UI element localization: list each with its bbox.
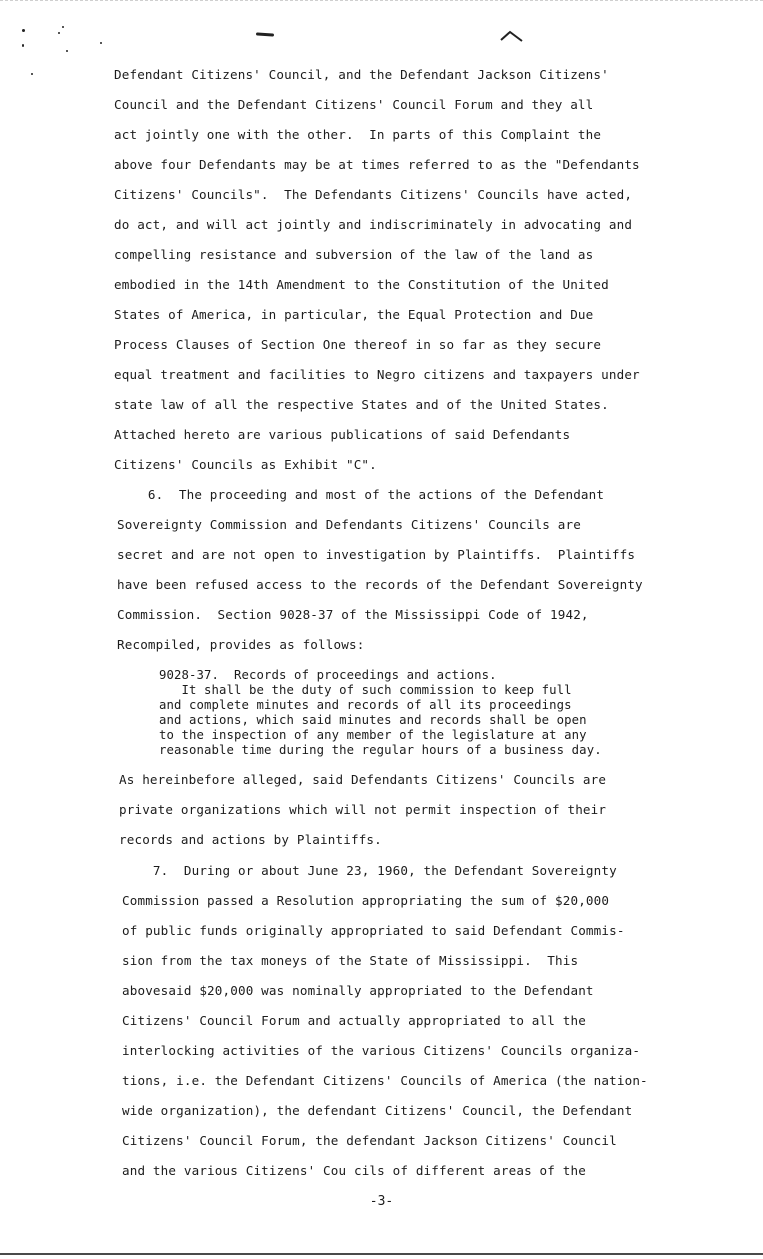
- text-line: interlocking activities of the various Citizens' Councils organiza-: [122, 1043, 641, 1058]
- text-line: Citizens' Council Forum, the defendant Jackson Citizens' Council: [122, 1133, 617, 1148]
- text-line: state law of all the respective States and of the United States.: [114, 397, 609, 412]
- text-line: do act, and will act jointly and indiscriminately in advocating and: [114, 217, 633, 232]
- text-line: Recompiled, provides as follows:: [117, 637, 365, 652]
- text-line: As hereinbefore alleged, said Defendants Citizens' Councils are: [119, 772, 607, 787]
- text-line: of public funds originally appropriated to said Defendant Commis-: [122, 923, 625, 938]
- text-line: abovesaid $20,000 was nominally appropriated to the Defendant: [122, 983, 594, 998]
- scan-top-edge: [0, 0, 763, 1]
- quote-line: It shall be the duty of such commission to keep full: [159, 683, 572, 697]
- text-line: Defendant Citizens' Council, and the Defendant Jackson Citizens': [114, 67, 609, 82]
- text-line: private organizations which will not permit inspection of their: [119, 802, 607, 817]
- quote-line: 9028-37. Records of proceedings and actions.: [159, 668, 497, 682]
- text-line: Citizens' Councils". The Defendants Citizens' Councils have acted,: [114, 187, 633, 202]
- text-line: Council and the Defendant Citizens' Council Forum and they all: [114, 97, 594, 112]
- text-line: 7. During or about June 23, 1960, the Defendant Sovereignty: [122, 863, 617, 878]
- text-line: Sovereignty Commission and Defendants Citizens' Councils are: [117, 517, 581, 532]
- scan-bottom-edge: [0, 1253, 763, 1255]
- text-line: Citizens' Council Forum and actually appropriated to all the: [122, 1013, 586, 1028]
- text-line: 6. The proceeding and most of the actions of the Defendant: [117, 487, 605, 502]
- text-line: tions, i.e. the Defendant Citizens' Councils of America (the nation-: [122, 1073, 648, 1088]
- text-line: and the various Citizens' Cou cils of different areas of the: [122, 1163, 586, 1178]
- text-line: compelling resistance and subversion of the law of the land as: [114, 247, 594, 262]
- text-line: records and actions by Plaintiffs.: [119, 832, 382, 847]
- page-number: -3-: [369, 1194, 394, 1209]
- quote-line: and actions, which said minutes and records shall be open: [159, 713, 587, 727]
- scan-speck: [58, 32, 60, 34]
- text-line: Attached hereto are various publications of said Defendants: [114, 427, 571, 442]
- text-line: States of America, in particular, the Equal Protection and Due: [114, 307, 594, 322]
- quote-line: reasonable time during the regular hours of a business day.: [159, 743, 602, 757]
- text-line: Commission. Section 9028-37 of the Mississippi Code of 1942,: [117, 607, 589, 622]
- text-line: wide organization), the defendant Citizens' Council, the Defendant: [122, 1103, 633, 1118]
- scan-speck: [22, 44, 24, 47]
- scan-mark: [256, 32, 274, 36]
- scan-mark: [500, 30, 524, 42]
- scan-speck: [100, 42, 102, 44]
- text-line: Commission passed a Resolution appropriating the sum of $20,000: [122, 893, 610, 908]
- quote-line: and complete minutes and records of all its proceedings: [159, 698, 572, 712]
- text-line: Citizens' Councils as Exhibit "C".: [114, 457, 377, 472]
- text-line: sion from the tax moneys of the State of Mississippi. This: [122, 953, 579, 968]
- quote-line: to the inspection of any member of the legislature at any: [159, 728, 587, 742]
- text-line: embodied in the 14th Amendment to the Constitution of the United: [114, 277, 609, 292]
- text-line: secret and are not open to investigation by Plaintiffs. Plaintiffs: [117, 547, 636, 562]
- text-line: act jointly one with the other. In parts of this Complaint the: [114, 127, 602, 142]
- text-line: Process Clauses of Section One thereof in so far as they secure: [114, 337, 602, 352]
- scan-speck: [22, 29, 25, 32]
- text-line: have been refused access to the records of the Defendant Sovereignty: [117, 577, 643, 592]
- text-line: above four Defendants may be at times referred to as the "Defendants: [114, 157, 640, 172]
- scan-speck: [62, 26, 64, 28]
- scan-speck: [31, 73, 33, 75]
- text-line: equal treatment and facilities to Negro citizens and taxpayers under: [114, 367, 640, 382]
- scan-speck: [66, 50, 68, 52]
